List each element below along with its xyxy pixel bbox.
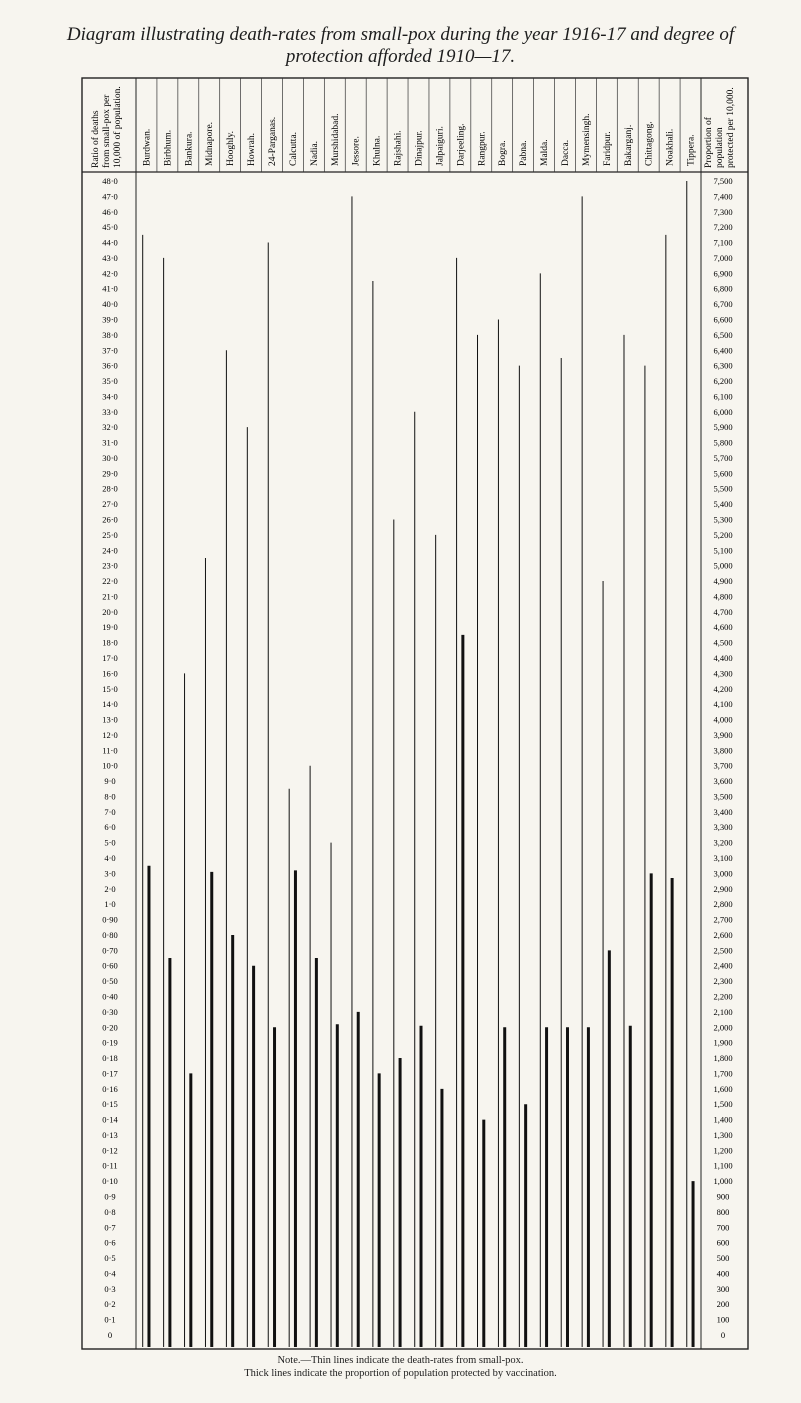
right-tick-label: 2,700	[713, 914, 733, 925]
district-label: Jalpaiguri.	[435, 126, 446, 166]
right-tick-label: 4,200	[713, 683, 733, 694]
left-tick-label: 35·0	[102, 376, 118, 387]
right-tick-label: 6,200	[713, 376, 733, 387]
right-tick-label: 6,900	[713, 268, 733, 279]
left-tick-label: 45·0	[102, 222, 118, 233]
note-thick-lines: Thick lines indicate the proportion of population protected by vaccination.	[244, 1368, 557, 1379]
left-tick-label: 23·0	[102, 560, 118, 571]
left-tick-label: 0·90	[102, 914, 118, 925]
left-tick-label: 0·80	[102, 929, 118, 940]
left-tick-label: 1·0	[104, 899, 116, 910]
right-tick-label: 7,400	[713, 191, 733, 202]
left-tick-label: 0·50	[102, 976, 118, 987]
left-tick-label: 0·5	[104, 1253, 116, 1264]
right-tick-label: 6,700	[713, 299, 733, 310]
left-tick-label: 7·0	[104, 806, 116, 817]
left-tick-label: 20·0	[102, 606, 118, 617]
district-label: Malda.	[540, 139, 551, 166]
left-tick-label: 4·0	[104, 853, 116, 864]
left-tick-label: 0·10	[102, 1176, 118, 1187]
district-label: Calcutta.	[288, 131, 299, 166]
left-tick-label: 8·0	[104, 791, 116, 802]
left-tick-label: 16·0	[102, 668, 118, 679]
right-tick-label: 6,100	[713, 391, 733, 402]
right-tick-label: 700	[716, 1222, 730, 1233]
left-tick-label: 0·16	[102, 1083, 118, 1094]
left-tick-label: 0·70	[102, 945, 118, 956]
left-tick-label: 0·3	[104, 1283, 116, 1294]
right-tick-label: 5,100	[713, 545, 733, 556]
right-tick-label: 3,400	[713, 806, 733, 817]
right-tick-label: 2,200	[713, 991, 733, 1002]
right-tick-label: 4,900	[713, 576, 733, 587]
left-tick-label: 3·0	[104, 868, 116, 879]
right-tick-label: 1,800	[713, 1053, 733, 1064]
right-tick-label: 4,500	[713, 637, 733, 648]
left-tick-label: 18·0	[102, 637, 118, 648]
left-tick-label: 13·0	[102, 714, 118, 725]
right-tick-label: 4,800	[713, 591, 733, 602]
left-tick-label: 37·0	[102, 345, 118, 356]
left-tick-label: 0·9	[104, 1191, 116, 1202]
right-tick-label: 0	[720, 1330, 726, 1340]
right-tick-label: 100	[716, 1314, 730, 1325]
right-tick-label: 6,600	[713, 314, 733, 325]
right-tick-label: 3,700	[713, 760, 733, 771]
right-tick-label: 600	[716, 1237, 730, 1248]
right-tick-label: 4,000	[713, 714, 733, 725]
left-tick-label: 34·0	[102, 391, 118, 402]
left-tick-label: 26·0	[102, 514, 118, 525]
district-label: Tippera.	[686, 134, 697, 166]
left-tick-label: 2·0	[104, 883, 116, 894]
left-tick-label: 0·1	[104, 1314, 116, 1325]
district-label: Dacca.	[560, 139, 571, 166]
right-tick-label: 2,300	[713, 976, 733, 987]
right-tick-label: 2,500	[713, 945, 733, 956]
district-label: Bankura.	[184, 131, 195, 166]
left-tick-label: 44·0	[102, 237, 118, 248]
right-tick-label: 7,100	[713, 237, 733, 248]
chart-title-line-1: Diagram illustrating death-rates from small-pox during the year 1916-17 and degree of	[66, 24, 735, 45]
left-tick-label: 0·6	[104, 1237, 116, 1248]
right-tick-label: 4,100	[713, 699, 733, 710]
district-label: Bakarganj.	[623, 124, 634, 166]
left-tick-label: 0·20	[102, 1022, 118, 1033]
right-tick-label: 6,000	[713, 406, 733, 417]
left-tick-label: 43·0	[102, 252, 118, 263]
right-tick-label: 4,300	[713, 668, 733, 679]
left-axis-header: Ratio of deathsfrom small-pox per10,000 of population.	[91, 86, 123, 168]
right-tick-label: 1,200	[713, 1145, 733, 1156]
left-tick-label: 28·0	[102, 483, 118, 494]
right-tick-label: 800	[716, 1206, 730, 1217]
left-tick-label: 0·8	[104, 1206, 116, 1217]
left-tick-label: 29·0	[102, 468, 118, 479]
district-label: Mymensingh.	[581, 113, 592, 166]
right-tick-label: 3,900	[713, 729, 733, 740]
right-tick-label: 2,600	[713, 929, 733, 940]
left-tick-label: 0	[107, 1330, 113, 1340]
left-tick-label: 0·60	[102, 960, 118, 971]
right-tick-label: 3,000	[713, 868, 733, 879]
right-tick-label: 2,000	[713, 1022, 733, 1033]
district-label: Midnapore.	[205, 121, 216, 166]
left-tick-label: 39·0	[102, 314, 118, 325]
right-tick-label: 7,300	[713, 206, 733, 217]
left-tick-label: 41·0	[102, 283, 118, 294]
left-tick-label: 38·0	[102, 329, 118, 340]
right-tick-label: 4,700	[713, 606, 733, 617]
right-tick-label: 5,500	[713, 483, 733, 494]
left-tick-label: 33·0	[102, 406, 118, 417]
right-tick-label: 7,200	[713, 222, 733, 233]
right-tick-label: 2,800	[713, 899, 733, 910]
left-tick-label: 0·12	[102, 1145, 118, 1156]
right-tick-label: 5,600	[713, 468, 733, 479]
left-tick-label: 0·14	[102, 1114, 118, 1125]
left-tick-label: 0·13	[102, 1129, 118, 1140]
left-tick-label: 5·0	[104, 837, 116, 848]
right-tick-label: 3,500	[713, 791, 733, 802]
right-tick-label: 5,200	[713, 529, 733, 540]
right-axis-header: Proportion ofpopulationprotected per 10,000.	[704, 87, 736, 168]
right-tick-label: 3,200	[713, 837, 733, 848]
right-tick-label: 1,500	[713, 1099, 733, 1110]
district-label: Dinajpur.	[414, 130, 425, 166]
right-tick-label: 3,300	[713, 822, 733, 833]
left-tick-label: 25·0	[102, 529, 118, 540]
right-tick-label: 2,100	[713, 1006, 733, 1017]
right-tick-label: 300	[716, 1283, 730, 1294]
district-label: Khulna.	[372, 135, 383, 166]
district-label: Chittagong.	[644, 121, 655, 166]
left-tick-label: 14·0	[102, 699, 118, 710]
district-label: Rajshahi.	[393, 130, 404, 166]
left-tick-label: 31·0	[102, 437, 118, 448]
right-tick-label: 2,400	[713, 960, 733, 971]
left-tick-label: 36·0	[102, 360, 118, 371]
left-tick-label: 11·0	[102, 745, 118, 756]
right-tick-label: 200	[716, 1299, 730, 1310]
right-tick-label: 3,800	[713, 745, 733, 756]
right-tick-label: 5,300	[713, 514, 733, 525]
left-tick-label: 0·7	[104, 1222, 116, 1233]
right-tick-label: 1,000	[713, 1176, 733, 1187]
left-tick-label: 10·0	[102, 760, 118, 771]
left-tick-label: 6·0	[104, 822, 116, 833]
left-tick-label: 42·0	[102, 268, 118, 279]
left-tick-label: 24·0	[102, 545, 118, 556]
left-tick-label: 12·0	[102, 729, 118, 740]
note-thin-lines: Note.—Thin lines indicate the death-rates from small-pox.	[277, 1355, 524, 1366]
left-tick-label: 19·0	[102, 622, 118, 633]
left-tick-label: 22·0	[102, 576, 118, 587]
right-tick-label: 6,400	[713, 345, 733, 356]
right-tick-label: 5,400	[713, 499, 733, 510]
left-tick-label: 27·0	[102, 499, 118, 510]
district-label: 24-Parganas.	[268, 116, 279, 166]
left-tick-label: 17·0	[102, 652, 118, 663]
chart-title-line-2: protection afforded 1910—17.	[285, 46, 516, 67]
right-tick-label: 1,400	[713, 1114, 733, 1125]
district-label: Burdwan.	[142, 128, 153, 166]
district-label: Murshidabad.	[330, 113, 341, 166]
left-tick-label: 0·11	[102, 1160, 118, 1171]
district-label: Jessore.	[351, 136, 362, 166]
right-tick-label: 4,600	[713, 622, 733, 633]
left-tick-label: 0·18	[102, 1053, 118, 1064]
left-tick-label: 0·40	[102, 991, 118, 1002]
left-tick-label: 30·0	[102, 452, 118, 463]
district-label: Birbhum.	[163, 129, 174, 166]
district-label: Pabna.	[519, 140, 530, 166]
right-tick-label: 4,400	[713, 652, 733, 663]
right-tick-label: 900	[716, 1191, 730, 1202]
right-tick-label: 5,700	[713, 452, 733, 463]
right-tick-label: 6,800	[713, 283, 733, 294]
left-tick-label: 9·0	[104, 776, 116, 787]
left-tick-label: 0·2	[104, 1299, 116, 1310]
district-label: Bogra.	[498, 140, 509, 166]
district-label: Darjeeling.	[456, 123, 467, 166]
right-tick-label: 7,500	[713, 176, 733, 186]
district-label: Faridpur.	[602, 131, 613, 166]
left-tick-label: 0·19	[102, 1037, 118, 1048]
district-label: Nadia.	[309, 140, 320, 166]
left-tick-label: 0·30	[102, 1006, 118, 1017]
right-tick-label: 5,000	[713, 560, 733, 571]
right-tick-label: 400	[716, 1268, 730, 1279]
left-tick-label: 0·15	[102, 1099, 118, 1110]
left-tick-label: 0·17	[102, 1068, 118, 1079]
right-tick-label: 6,500	[713, 329, 733, 340]
left-tick-label: 15·0	[102, 683, 118, 694]
left-tick-label: 32·0	[102, 422, 118, 433]
left-tick-label: 0·4	[104, 1268, 116, 1279]
district-label: Hooghly.	[226, 130, 237, 166]
right-tick-label: 6,300	[713, 360, 733, 371]
right-tick-label: 5,900	[713, 422, 733, 433]
district-label: Rangpur.	[477, 131, 488, 166]
right-tick-label: 1,100	[713, 1160, 733, 1171]
right-tick-label: 1,700	[713, 1068, 733, 1079]
right-tick-label: 7,000	[713, 252, 733, 263]
right-tick-label: 3,100	[713, 853, 733, 864]
left-tick-label: 40·0	[102, 299, 118, 310]
left-tick-label: 48·0	[102, 176, 118, 186]
right-tick-label: 2,900	[713, 883, 733, 894]
district-label: Howrah.	[247, 133, 258, 166]
right-tick-label: 1,300	[713, 1129, 733, 1140]
right-tick-label: 1,600	[713, 1083, 733, 1094]
right-tick-label: 3,600	[713, 776, 733, 787]
right-tick-label: 1,900	[713, 1037, 733, 1048]
left-tick-label: 47·0	[102, 191, 118, 202]
district-label: Noakhali.	[665, 128, 676, 166]
left-tick-label: 46·0	[102, 206, 118, 217]
left-tick-label: 21·0	[102, 591, 118, 602]
right-tick-label: 5,800	[713, 437, 733, 448]
right-tick-label: 500	[716, 1253, 730, 1264]
